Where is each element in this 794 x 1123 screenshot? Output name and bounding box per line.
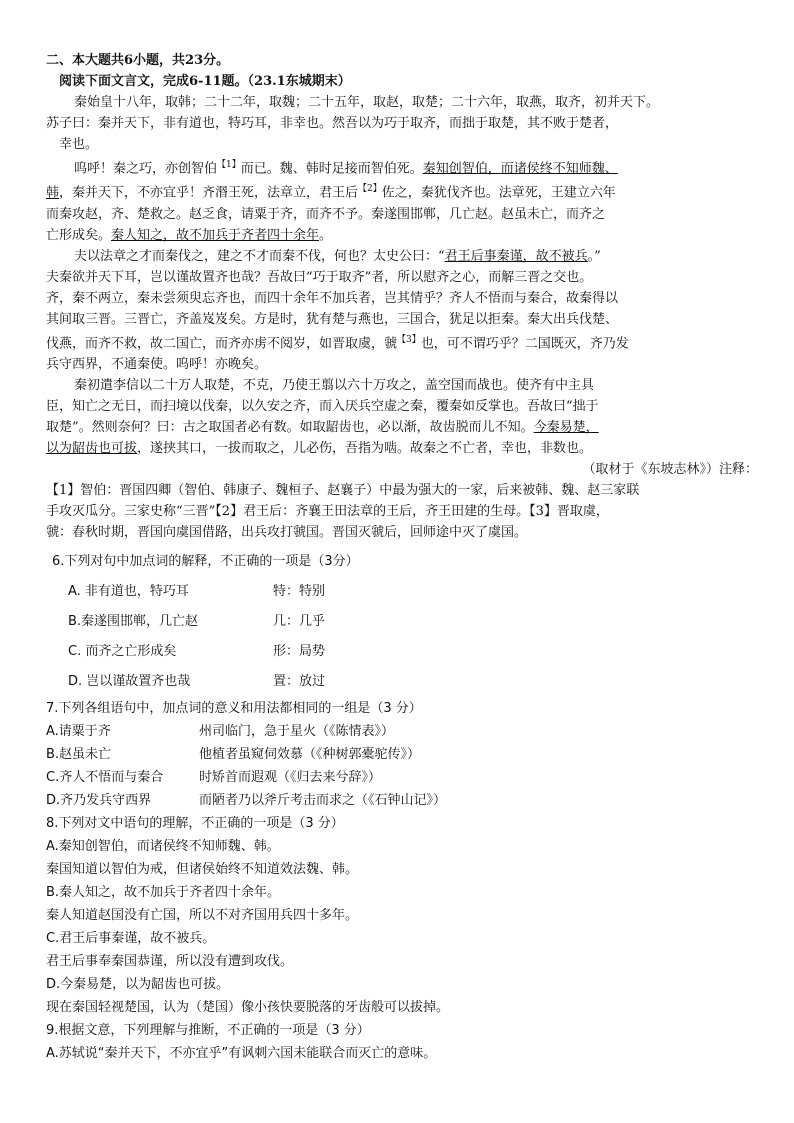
- q8-line: D.今秦易楚，以为龆齿也可拔。: [46, 976, 230, 992]
- q7-option-d: [46, 789, 758, 812]
- option-explanation: 特：特别: [273, 583, 326, 599]
- option-text: B.赵虽未亡: [46, 746, 112, 762]
- text: ，秦并天下，不亦宜乎！齐湣王死，法章立，君王后: [59, 185, 359, 201]
- text: 也，可不谓巧乎？二国既灭，齐乃发: [420, 335, 629, 351]
- passage-line: 臣，知亡之无日，而扫境以伐秦，以久安之齐，而入厌兵空虚之秦，覆秦如反掌也。吾故曰“拙于: [46, 398, 599, 414]
- q6-option-a: [46, 577, 758, 607]
- passage-line: 其间取三晋。三晋亡，齐盖岌岌矣。方是时，犹有楚与燕也，三国合，犹足以拒秦。秦大出兵伐楚、: [46, 311, 619, 327]
- question-6-stem: 6.下列对句中加点词的解释，不正确的一项是（3分）: [52, 553, 359, 569]
- passage-line: [46, 179, 758, 203]
- text: 呜呼！秦之巧，亦创智伯: [74, 161, 218, 177]
- q8-line: B.秦人知之，故不加兵于齐者四十余年。: [46, 884, 281, 900]
- passage-line: [46, 417, 758, 438]
- option-text: D.齐乃发兵守西界: [46, 792, 152, 808]
- section-instruction: 阅读下面文言文，完成6-11题。（23.1东城期末）: [59, 74, 351, 89]
- passage-line: [46, 225, 758, 246]
- text: 佐之，秦犹伐齐也。法章死，王建立六年: [381, 185, 616, 201]
- text: ，遂挟其口，一拔而取之，儿必伤，吾指为啮。故秦之不亡者，幸也，非数也。: [137, 440, 593, 456]
- option-text: C. 而齐之亡形成矣: [68, 643, 177, 659]
- text: 夫以法章之才而秦伐之，建之不才而秦不伐，何也？太史公曰：“: [74, 248, 445, 264]
- question-7-stem: 7.下列各组语句中，加点词的意义和用法都相同的一组是（3 分）: [46, 700, 422, 716]
- option-explanation: 置：放过: [273, 673, 326, 689]
- underlined-text: 秦人知之，故不加兵于齐者四十余年: [111, 227, 320, 243]
- exam-page: [46, 50, 758, 1065]
- text: 。”: [587, 248, 601, 264]
- passage-line: 兵守西界，不通秦使。呜呼！亦晚矣。: [46, 356, 268, 372]
- text: 取楚”。然则奈何？曰：古之取国者必有数。如取龆齿也，必以渐，故齿脱而儿不知。: [46, 419, 534, 435]
- passage-line: 而秦攻赵，齐、楚救之。赵乏食，请粟于齐，而齐不予。秦遂围邯郸，几亡赵。赵虽未亡，而齐之: [46, 206, 606, 222]
- section-title: 二、本大题共6小题，共23分。: [46, 53, 230, 68]
- underlined-text: 秦知创智伯，而诸侯终不知师魏、: [422, 161, 618, 177]
- note-ref: 【2】: [358, 184, 382, 195]
- note-ref: 【1】: [217, 160, 241, 170]
- passage-line: 幸也。: [59, 137, 99, 152]
- passage-line: 秦始皇十八年，取韩；二十二年，取魏；二十五年，取赵，取楚；二十六年，取燕，取齐，初并天下。: [74, 95, 660, 110]
- text: 伐燕，而齐不救，故二国亡，而齐亦虏不阅岁，如晋取虞，虢: [46, 335, 398, 351]
- passage-line: [46, 246, 758, 267]
- note-ref: 【3】: [397, 334, 421, 345]
- option-compare: 州司临门，急于星火（《陈情表》）: [199, 723, 395, 739]
- passage-line: 苏子曰：秦并天下，非有道也，特巧耳，非幸也。然吾以为巧于取齐，而拙于取楚，其不败于楚者，: [46, 116, 619, 131]
- passage-line: 夫秦欲并天下耳，岂以谨故置齐也哉？吾故曰“巧于取齐”者，所以慰齐之心，而解三晋之交也。: [46, 269, 593, 285]
- q8-line: 秦国知道以智伯为戒，但诸侯始终不知道效法魏、韩。: [46, 861, 359, 877]
- option-text: B.秦遂围邯郸，几亡赵: [68, 613, 199, 629]
- question-9-stem: 9.根据文意，下列理解与推断，不正确的一项是（3 分）: [46, 1022, 370, 1038]
- text: 亡形成矣。: [46, 227, 112, 243]
- question-8-stem: 8.下列对文中语句的理解，不正确的一项是（3 分）: [46, 815, 344, 831]
- underlined-text: 以为龆齿也可拔: [46, 440, 138, 456]
- q6-option-c: [46, 637, 758, 667]
- text: 。: [319, 227, 333, 243]
- option-compare: 他植者虽窥伺效慕（《种树郭橐驼传》）: [199, 746, 421, 762]
- option-text: A.请粟于齐: [46, 723, 111, 739]
- passage-line: 秦初遣李信以二十万人取楚，不克，乃使王翦以六十万攻之，盖空国而战也。使齐有中主具: [74, 377, 595, 393]
- footnote-line: 虢：春秋时期，晋国向虞国借路，出兵攻打虢国。晋国灭虢后，回师途中灭了虞国。: [46, 524, 528, 540]
- q7-option-b: [46, 743, 758, 766]
- q8-line: A.秦知创智伯，而诸侯终不知师魏、韩。: [46, 838, 280, 854]
- passage-line: [46, 155, 758, 179]
- passage-line: [46, 330, 758, 354]
- option-explanation: 几：几乎: [273, 613, 326, 629]
- footnote-line: 【1】智伯：晋国四卿（智伯、韩康子、魏桓子、赵襄子）中最为强大的一家，后来被韩、魏、赵三家联: [46, 482, 640, 498]
- underlined-text: 韩: [46, 185, 60, 201]
- option-text: A. 非有道也，特巧耳: [68, 583, 189, 599]
- passage-line: [46, 438, 758, 459]
- q8-line: 现在秦国轻视楚国，认为（楚国）像小孩快要脱落的牙齿般可以拔掉。: [46, 999, 450, 1015]
- q6-option-d: [46, 667, 758, 697]
- q9-line: A.苏轼说“秦并天下，不亦宜乎”有讽刺六国未能联合而灭亡的意味。: [46, 1045, 437, 1061]
- q8-line: 秦人知道赵国没有亡国，所以不对齐国用兵四十多年。: [46, 907, 359, 923]
- text: 而已。魏、韩时足接而智伯死。: [240, 161, 423, 177]
- underlined-text: 今秦易楚，: [533, 419, 599, 435]
- q7-option-a: [46, 720, 758, 743]
- passage-line: 齐，秦不两立，秦未尝须臾忘齐也，而四十余年不加兵者，岂其情乎？齐人不悟而与秦合，故秦得以: [46, 290, 619, 306]
- option-explanation: 形：局势: [273, 643, 326, 659]
- option-compare: 而陋者乃以斧斤考击而求之（《石钟山记》）: [199, 792, 447, 808]
- option-text: D. 岂以谨故置齐也哉: [68, 673, 191, 689]
- option-compare: 时矫首而遐观（《归去来兮辞》）: [199, 769, 382, 785]
- underlined-text: 君王后事秦谨，故不被兵: [444, 248, 588, 264]
- q6-option-b: [46, 607, 758, 637]
- q8-line: 君王后事奉秦国恭谨，所以没有遭到攻伐。: [46, 953, 294, 969]
- q7-option-c: [46, 766, 758, 789]
- footnote-line: 手攻灭瓜分。三家史称“三晋”【2】君王后：齐襄王田法章的王后，齐王田建的生母。【3】晋取虞，: [46, 503, 609, 519]
- option-text: C.齐人不悟而与秦合: [46, 769, 164, 785]
- source-attribution: （取材于《东坡志林》）注释：: [582, 461, 758, 477]
- q8-line: C.君王后事秦谨，故不被兵。: [46, 930, 216, 946]
